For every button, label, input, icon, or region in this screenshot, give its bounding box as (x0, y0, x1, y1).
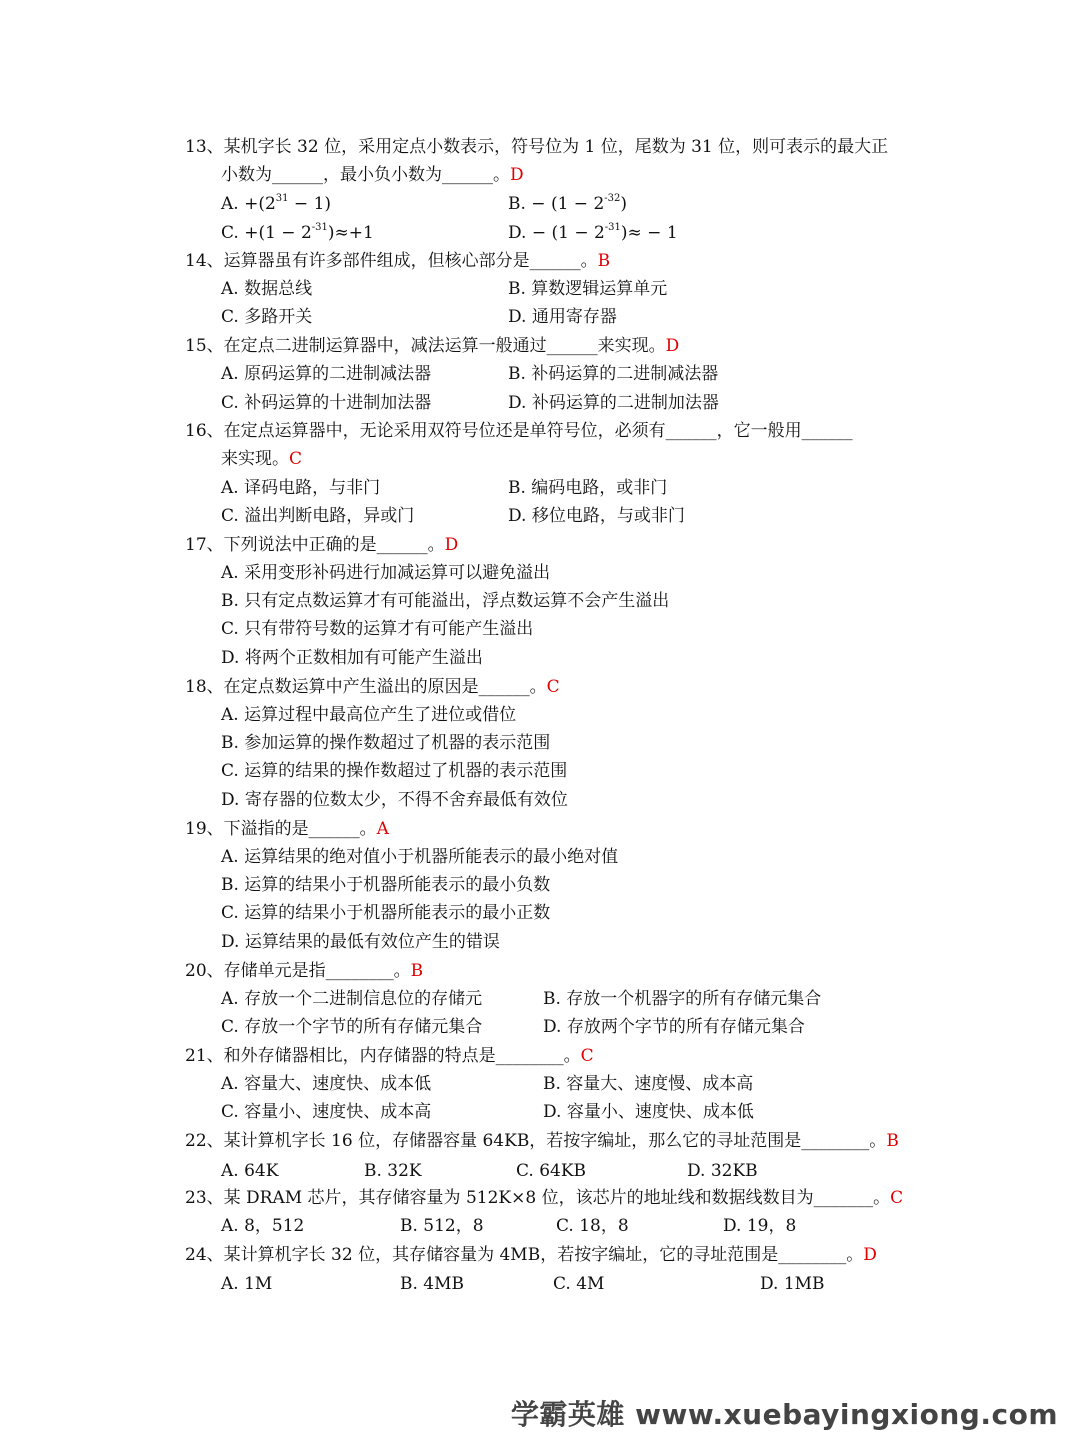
option-b: B. 存放一个机器字的所有存储元集合 (543, 989, 822, 1009)
option-a: A. 8，512 (221, 1216, 305, 1236)
option-d: D. 容量小、速度快、成本低 (543, 1102, 754, 1122)
option-c: C. 运算的结果小于机器所能表示的最小正数 (221, 903, 551, 923)
option-d: D. 1MB (760, 1274, 825, 1294)
option-b: B. 4MB (400, 1274, 465, 1294)
question-15 (185, 335, 679, 357)
question-number: 13、 (185, 137, 224, 157)
option-c: C. 18，8 (556, 1216, 629, 1236)
option-c: C. 补码运算的十进制加法器 (221, 393, 432, 413)
question-stem: 小数为______，最小负小数为______。 (221, 165, 510, 185)
option-c: C. $+(1 - 2^{-31})\approx+1$ (221, 222, 374, 243)
question-20 (185, 960, 423, 982)
answer-key: B (597, 251, 611, 271)
question-stem: 某机字长 32 位，采用定点小数表示，符号位为 1 位，尾数为 31 位，则可表示的最大正 (223, 137, 889, 157)
option-d: D. 移位电路，与或非门 (508, 506, 685, 526)
answer-key: C (546, 677, 560, 697)
option-a: A. 容量大、速度快、成本低 (221, 1074, 432, 1094)
option-b: B. 编码电路，或非门 (508, 478, 668, 498)
option-b: B. 参加运算的操作数超过了机器的表示范围 (221, 733, 551, 753)
option-d: D. 通用寄存器 (508, 307, 617, 327)
option-d: D. 运算结果的最低有效位产生的错误 (221, 932, 500, 952)
option-a: A. 原码运算的二进制减法器 (221, 364, 432, 384)
option-c: C. 只有带符号数的运算才有可能产生溢出 (221, 619, 534, 639)
question-22 (185, 1130, 899, 1152)
option-a: A. 译码电路，与非门 (221, 478, 381, 498)
answer-key: D (444, 535, 459, 555)
option-a: A. 数据总线 (221, 279, 313, 299)
question-14 (185, 250, 610, 272)
option-d: D. 补码运算的二进制加法器 (508, 393, 719, 413)
option-c: C. 运算的结果的操作数超过了机器的表示范围 (221, 761, 568, 781)
option-a: A. 运算过程中最高位产生了进位或借位 (221, 705, 517, 725)
option-c: C. 4M (553, 1274, 605, 1294)
question-number: 24、 (185, 1245, 224, 1265)
question-13-line2 (221, 164, 524, 186)
question-19 (185, 818, 389, 840)
question-number: 22、 (185, 1131, 224, 1151)
option-d: D. 存放两个字节的所有存储元集合 (543, 1017, 805, 1037)
option-b: B. 运算的结果小于机器所能表示的最小负数 (221, 875, 551, 895)
option-b: B. − $(1 - 2^{-32})$ (508, 193, 628, 214)
option-c: C. 64KB (516, 1161, 587, 1181)
option-a: A. 64K (221, 1161, 279, 1181)
watermark-text: 学霸英雄 www.xuebayingxiong.com (510, 1398, 1058, 1431)
question-number: 18、 (185, 677, 224, 697)
option-c: C. 多路开关 (221, 307, 313, 327)
option-b: B. 算数逻辑运算单元 (508, 279, 668, 299)
question-21 (185, 1045, 594, 1067)
option-b: B. 容量大、速度慢、成本高 (543, 1074, 754, 1094)
option-d: D. 将两个正数相加有可能产生溢出 (221, 648, 483, 668)
option-a: A. 1M (221, 1274, 273, 1294)
question-stem: 运算器虽有许多部件组成，但核心部分是______。 (223, 251, 598, 271)
answer-key: B (410, 961, 424, 981)
option-d: D. 32KB (687, 1161, 758, 1181)
answer-key: A (376, 819, 389, 839)
question-13 (185, 136, 888, 158)
question-stem: 某计算机字长 32 位，其存储容量为 4MB，若按字编址，它的寻址范围是________。 (223, 1245, 864, 1265)
option-d: D. 19，8 (723, 1216, 797, 1236)
answer-key: D (863, 1245, 877, 1265)
option-c: C. 溢出判断电路，异或门 (221, 506, 415, 526)
option-b: B. 补码运算的二进制减法器 (508, 364, 719, 384)
question-number: 19、 (185, 819, 224, 839)
question-number: 15、 (185, 336, 224, 356)
answer-key: B (886, 1131, 899, 1151)
question-18 (185, 676, 560, 698)
question-number: 23、 (185, 1188, 224, 1208)
option-c: C. 存放一个字节的所有存储元集合 (221, 1017, 483, 1037)
option-b: B. 只有定点数运算才有可能溢出，浮点数运算不会产生溢出 (221, 591, 670, 611)
option-d: D. 寄存器的位数太少，不得不舍弃最低有效位 (221, 790, 568, 810)
question-number: 21、 (185, 1046, 224, 1066)
option-a: A. 运算结果的绝对值小于机器所能表示的最小绝对值 (221, 847, 619, 867)
question-stem: 在定点二进制运算器中，减法运算一般通过______来实现。 (223, 336, 666, 356)
question-24 (185, 1244, 877, 1266)
option-a: A. 采用变形补码进行加减运算可以避免溢出 (221, 563, 551, 583)
answer-key: C (580, 1046, 594, 1066)
question-23 (185, 1187, 903, 1209)
option-a: A. $+(2^{31} - 1)$ (221, 193, 332, 214)
answer-key: D (510, 165, 524, 185)
question-number: 16、 (185, 421, 224, 441)
question-stem: 下列说法中正确的是______。 (223, 535, 445, 555)
option-b: B. 32K (364, 1161, 422, 1181)
answer-key: C (289, 449, 303, 469)
question-stem: 和外存储器相比，内存储器的特点是________。 (223, 1046, 581, 1066)
option-a: A. 存放一个二进制信息位的存储元 (221, 989, 483, 1009)
question-stem: 存储单元是指________。 (223, 961, 411, 981)
option-d: D. − $(1 - 2^{-31})\approx - 1$ (508, 222, 678, 243)
question-number: 20、 (185, 961, 224, 981)
question-16-line2 (221, 448, 302, 470)
answer-key: C (890, 1188, 904, 1208)
question-stem: 某计算机字长 16 位，存储器容量 64KB，若按字编址，那么它的寻址范围是________。 (223, 1131, 887, 1151)
question-16 (185, 420, 853, 442)
option-c: C. 容量小、速度快、成本高 (221, 1102, 432, 1122)
question-stem: 在定点数运算中产生溢出的原因是______。 (223, 677, 547, 697)
question-17 (185, 534, 458, 556)
question-stem: 下溢指的是______。 (223, 819, 377, 839)
answer-key: D (665, 336, 680, 356)
question-number: 17、 (185, 535, 224, 555)
option-b: B. 512，8 (400, 1216, 484, 1236)
question-number: 14、 (185, 251, 224, 271)
question-stem: 在定点运算器中，无论采用双符号位还是单符号位，必须有______，它一般用______ (223, 421, 853, 441)
question-stem: 来实现。 (221, 449, 289, 469)
question-stem: 某 DRAM 芯片，其存储容量为 512K×8 位，该芯片的地址线和数据线数目为_______。 (223, 1188, 891, 1208)
